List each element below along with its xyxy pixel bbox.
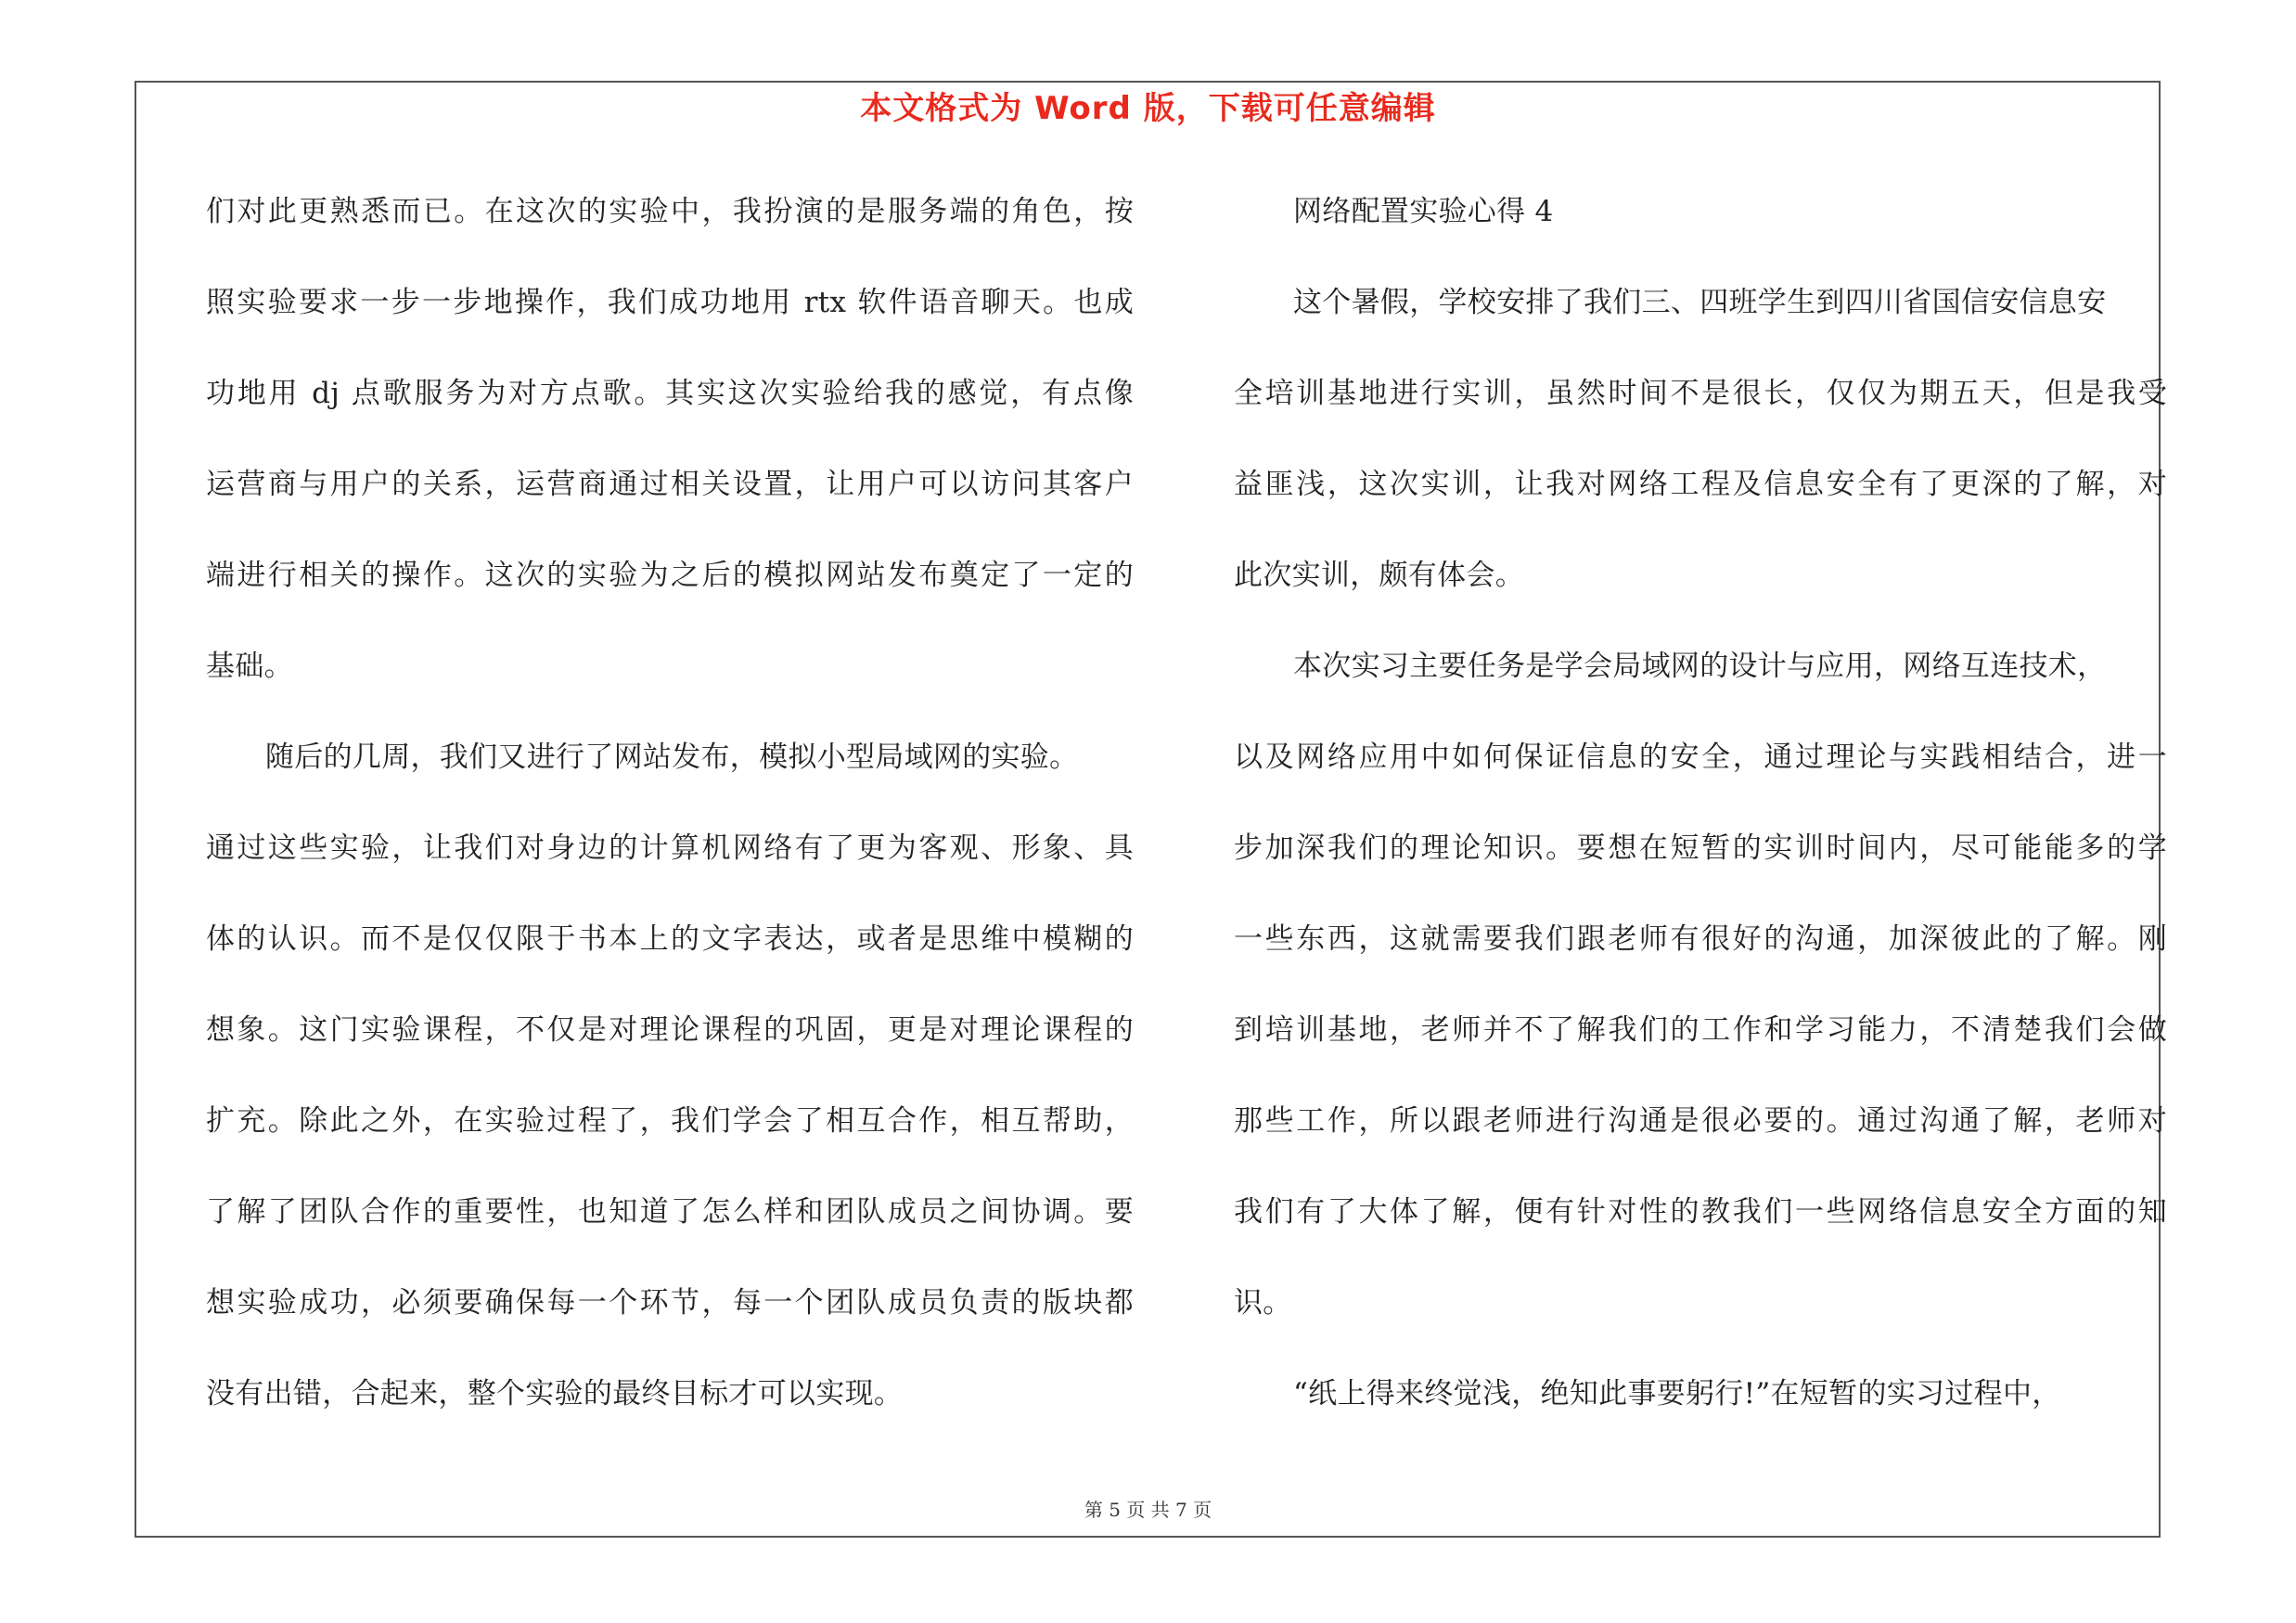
text-line: 以及网络应用中如何保证信息的安全，通过理论与实践相结合，进一 [1234, 741, 2167, 774]
right-column [1234, 184, 2167, 1457]
text-line: 通过这些实验，让我们对身边的计算机网络有了更为客观、形象、具 [206, 831, 1134, 865]
text-line: 全培训基地进行实训，虽然时间不是很长，仅仅为期五天，但是我受 [1234, 377, 2167, 410]
text-line: 没有出错，合起来，整个实验的最终目标才可以实现。 [206, 1377, 904, 1410]
text-line: 功地用 dj 点歌服务为对方点歌。其实这次实验给我的感觉，有点像 [206, 377, 1134, 410]
text-line: 基础。 [206, 650, 293, 683]
text-line: 步加深我们的理论知识。要想在短暂的实训时间内，尽可能能多的学 [1234, 831, 2167, 865]
text-line: 一些东西，这就需要我们跟老师有很好的沟通，加深彼此的了解。刚 [1234, 922, 2167, 956]
text-line: 到培训基地，老师并不了解我们的工作和学习能力，不清楚我们会做 [1234, 1013, 2167, 1047]
text-line: 那些工作，所以跟老师进行沟通是很必要的。通过沟通了解，老师对 [1234, 1104, 2167, 1138]
text-line: 本次实习主要任务是学会局域网的设计与应用，网络互连技术， [1293, 650, 2107, 683]
text-line: 益匪浅，这次实训，让我对网络工程及信息安全有了更深的了解，对 [1234, 468, 2167, 501]
text-line: 我们有了大体了解，便有针对性的教我们一些网络信息安全方面的知 [1234, 1195, 2167, 1229]
section-heading: 网络配置实验心得 4 [1293, 195, 1554, 228]
text-line: 们对此更熟悉而已。在这次的实验中，我扮演的是服务端的角色，按 [206, 195, 1134, 228]
text-line: 照实验要求一步一步地操作，我们成功地用 rtx 软件语音聊天。也成 [206, 286, 1134, 319]
header-banner: 本文格式为 Word 版，下载可任意编辑 [860, 90, 1436, 127]
text-line: 扩充。除此之外，在实验过程了，我们学会了相互合作，相互帮助， [206, 1104, 1134, 1138]
text-line: “纸上得来终觉浅，绝知此事要躬行!”在短暂的实习过程中， [1293, 1377, 2061, 1410]
text-line: 体的认识。而不是仅仅限于书本上的文字表达，或者是思维中模糊的 [206, 922, 1134, 956]
text-line: 随后的几周，我们又进行了网站发布，模拟小型局域网的实验。 [265, 741, 1079, 774]
text-line: 此次实训，颇有体会。 [1234, 559, 1524, 592]
text-line: 运营商与用户的关系，运营商通过相关设置，让用户可以访问其客户 [206, 468, 1134, 501]
text-line: 了解了团队合作的重要性，也知道了怎么样和团队成员之间协调。要 [206, 1195, 1134, 1229]
left-column [206, 184, 1134, 1457]
page-number: 第 5 页 共 7 页 [1084, 1499, 1212, 1521]
text-line: 端进行相关的操作。这次的实验为之后的模拟网站发布奠定了一定的 [206, 559, 1134, 592]
text-line: 想象。这门实验课程，不仅是对理论课程的巩固，更是对理论课程的 [206, 1013, 1134, 1047]
text-line: 识。 [1234, 1286, 1292, 1320]
text-line: 这个暑假，学校安排了我们三、四班学生到四川省国信安信息安 [1293, 286, 2107, 319]
text-line: 想实验成功，必须要确保每一个环节，每一个团队成员负责的版块都 [206, 1286, 1134, 1320]
